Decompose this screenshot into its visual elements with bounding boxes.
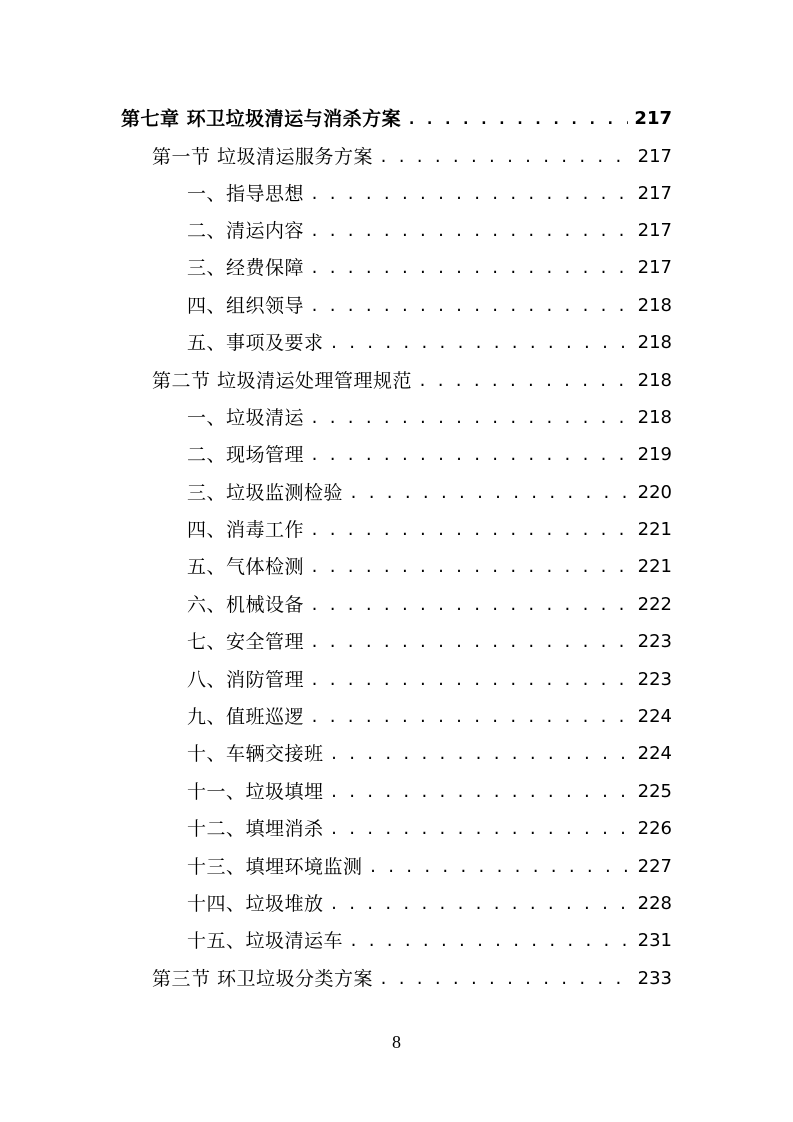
toc-entry-page: 233: [637, 968, 672, 989]
toc-entry-page: 226: [637, 818, 672, 839]
toc-dot-leader: [310, 256, 632, 280]
toc-entry-page: 217: [634, 108, 672, 129]
toc-dot-leader: [310, 555, 632, 579]
toc-dot-leader: [310, 668, 632, 692]
toc-dot-leader: [379, 967, 632, 991]
toc-entry-title: 第二节 垃圾清运处理管理规范: [152, 370, 413, 392]
toc-entry-page: 220: [637, 482, 672, 503]
toc-entry-page: 222: [637, 594, 672, 615]
toc-entry[interactable]: [187, 811, 672, 841]
toc-dot-leader: [379, 145, 632, 169]
toc-dot-leader: [310, 593, 632, 617]
toc-dot-leader: [310, 705, 632, 729]
toc-entry[interactable]: [187, 437, 672, 467]
toc-entry-page: 221: [637, 556, 672, 577]
toc-entry-title: 第一节 垃圾清运服务方案: [152, 146, 374, 168]
toc-entry[interactable]: [187, 774, 672, 804]
toc-entry[interactable]: [187, 400, 672, 430]
toc-entry-page: 224: [637, 706, 672, 727]
toc-entry-page: 218: [637, 407, 672, 428]
toc-entry-page: 223: [637, 631, 672, 652]
toc-entry[interactable]: [187, 699, 672, 729]
toc-dot-leader: [349, 929, 632, 953]
toc-entry[interactable]: [187, 213, 672, 243]
toc-entry-title: 二、清运内容: [187, 220, 305, 242]
toc-entry-section-1[interactable]: [152, 139, 672, 169]
toc-entry[interactable]: [187, 886, 672, 916]
toc-entry-page: 218: [637, 295, 672, 316]
toc-entry-title: 八、消防管理: [187, 669, 305, 691]
toc-entry-title: 十四、垃圾堆放: [187, 893, 324, 915]
toc-entry-page: 231: [637, 930, 672, 951]
toc-dot-leader: [407, 107, 628, 131]
toc-entry-title: 第七章 环卫垃圾清运与消杀方案: [121, 108, 402, 130]
toc-entry-title: 十一、垃圾填埋: [187, 781, 324, 803]
toc-dot-leader: [330, 742, 632, 766]
toc-entry-title: 五、事项及要求: [187, 332, 324, 354]
toc-entry-title: 四、组织领导: [187, 295, 305, 317]
toc-entry[interactable]: [187, 849, 672, 879]
toc-entry-section-2[interactable]: [152, 363, 672, 393]
toc-entry-page: 221: [637, 519, 672, 540]
toc-dot-leader: [330, 817, 632, 841]
toc-entry-title: 三、垃圾监测检验: [187, 482, 344, 504]
toc-entry-page: 217: [637, 146, 672, 167]
toc-dot-leader: [349, 481, 632, 505]
toc-entry[interactable]: [187, 475, 672, 505]
toc-dot-leader: [310, 182, 632, 206]
toc-entry[interactable]: [187, 662, 672, 692]
toc-entry-title: 十三、填埋环境监测: [187, 856, 363, 878]
toc-entry-title: 四、消毒工作: [187, 519, 305, 541]
toc-entry-title: 三、经费保障: [187, 257, 305, 279]
toc-entry[interactable]: [187, 250, 672, 280]
toc-dot-leader: [310, 294, 632, 318]
toc-entry[interactable]: [187, 176, 672, 206]
toc-dot-leader: [330, 892, 632, 916]
toc-entry-title: 九、值班巡逻: [187, 706, 305, 728]
toc-entry-title: 五、气体检测: [187, 556, 305, 578]
toc-dot-leader: [369, 855, 632, 879]
toc-entry-title: 二、现场管理: [187, 444, 305, 466]
toc-entry-page: 223: [637, 669, 672, 690]
toc-entry-title: 六、机械设备: [187, 594, 305, 616]
toc-entry[interactable]: [187, 512, 672, 542]
toc-dot-leader: [330, 780, 632, 804]
toc-entry[interactable]: [187, 624, 672, 654]
toc-entry-page: 219: [637, 444, 672, 465]
toc-dot-leader: [330, 331, 632, 355]
toc-entry-page: 227: [637, 856, 672, 877]
toc-entry-page: 217: [637, 220, 672, 241]
toc-dot-leader: [310, 630, 632, 654]
toc-dot-leader: [310, 219, 632, 243]
toc-entry[interactable]: [187, 923, 672, 953]
toc-entry-page: 224: [637, 743, 672, 764]
page-number: 8: [392, 1032, 401, 1052]
toc-entry-page: 218: [637, 370, 672, 391]
toc-entry-title: 一、指导思想: [187, 183, 305, 205]
toc-entry-title: 七、安全管理: [187, 631, 305, 653]
toc-entry[interactable]: [187, 288, 672, 318]
toc-entry[interactable]: [187, 587, 672, 617]
toc-entry-page: 218: [637, 332, 672, 353]
toc-dot-leader: [310, 443, 632, 467]
toc-entry-title: 第三节 环卫垃圾分类方案: [152, 968, 374, 990]
toc-dot-leader: [310, 518, 632, 542]
toc-entry-section-3[interactable]: [152, 961, 672, 991]
toc-entry[interactable]: [187, 325, 672, 355]
toc-entry-page: 217: [637, 257, 672, 278]
toc-entry-title: 十五、垃圾清运车: [187, 930, 344, 952]
toc-dot-leader: [310, 406, 632, 430]
toc-entry-title: 十、车辆交接班: [187, 743, 324, 765]
toc-dot-leader: [418, 369, 632, 393]
toc-entry-title: 十二、填埋消杀: [187, 818, 324, 840]
toc-entry-page: 217: [637, 183, 672, 204]
toc-entry-chapter-7[interactable]: [121, 101, 672, 131]
toc-entry[interactable]: [187, 736, 672, 766]
toc-entry-page: 225: [637, 781, 672, 802]
toc-entry[interactable]: [187, 549, 672, 579]
toc-entry-title: 一、垃圾清运: [187, 407, 305, 429]
toc-entry-page: 228: [637, 893, 672, 914]
